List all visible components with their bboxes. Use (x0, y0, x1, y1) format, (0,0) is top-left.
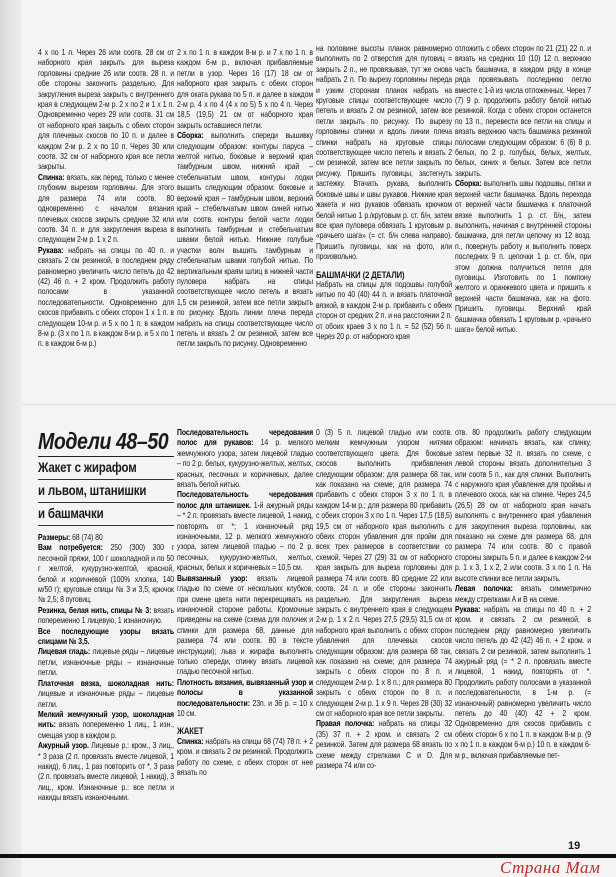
paragraph (316, 44, 452, 263)
paragraph-text: вязать симметрично между стрелками A и B на схеме. (455, 584, 591, 604)
paragraph-text: выполнить спереди вышивку следующим образом: контуры паруса – желтой нитью, боковые и верхний края тамбурным швом, нижний край – стебельчатым швом, контуры лодки вышить следующим образом: боковые и верхний края – тамбурным швом, верхний край – стебельчатым швом синей нитью или соотв. контуры белой части лодки выполнить тамбурным и стебельчатым швами белой нитью. Нижние голубые участки волн вышить тамбурным и стебельчатым швами голубой нитью. По вертикальным краям шлиц в нижней части пуловера набрать на спицы соответствующее число петель и вязать 1,5 см резинкой, затем все петли закрыть по рисунку. Вдоль линии плеча переда набрать на спицы соответствующее число петель и вязать 2 см резинкой, затем все петли закрыть по рисунку. Одновременно (177, 131, 313, 349)
paragraph (455, 584, 591, 605)
paragraph-text: Лицевые р.: кром., 3 лиц., * 3 раза (2 п. провязать вместе лицевой, 1 накид), 6 лиц., 1 раз повторить от *, 3 раза (2 п. провязать вместе лицевой, 1 накид), 3 лиц., кром. Изнаночные р.: все петли и накиды вязать изнаночными. (38, 741, 174, 803)
paragraph-lead: Последовательность чередования полос для рукавов: (177, 428, 313, 448)
paragraph-lead: Спинка: (177, 736, 204, 746)
bottom-column-1-text (38, 533, 174, 804)
paragraph-lead: Вывязанный узор: (177, 573, 248, 583)
paragraph-text: набрать на спицы 32 (35) 37 п. + 2 кром. и связать 2 см резинкой. Затем для размера 68 вязать по схеме между стрелками C и D. Для размера 74 или со- (316, 719, 452, 770)
paragraph (177, 490, 313, 573)
scan-edge-shadow (0, 0, 22, 877)
paragraph (38, 543, 174, 605)
top-column-2 (177, 48, 313, 350)
paragraph-lead: Рукава: (455, 604, 481, 614)
top-column-3 (316, 44, 452, 342)
paragraph-text: вязать лицевой гладью по схеме от нескольких клубков, при смене цвета нити перекрещивать на изнаночной стороне работы. Кромочные приведены на схеме (схема для полочек и спинки для размера 68, данные для размера 74 или соотв. 80 в тексте инструкции); льва и жирафа выполнять только спереди, спинку вязать лицевой гладью песочной нитью. (177, 573, 313, 677)
paragraph (38, 679, 174, 710)
paragraph-text: выполнить швы подошвы, пятки и верхней части башмачка. Вдоль перехода от верхней части башмачка к платочной вязке выполнить 1 р. ст. б/н,, затем выполнить, начиная с внутренней стороны башмачка, для петли цепочку из 12 возд. п., повернуть работу и выполнить поверх последних 9 п. цепочки 1 р. ст. б/н, при этом должна получиться петля для пуговицы. Изготовить по 1 помпону желтого и оранжевого цвета и пришить к верхней части башмачка, как на фото. Пришить пуговицы. Верхний край башмачка обвязать 1 круговым р. «рачьего шага» белой нитью. (455, 179, 591, 334)
paragraph-lead: Лицевая гладь: (38, 647, 91, 657)
paragraph-lead: Сборка: (455, 179, 482, 189)
paragraph (38, 173, 174, 246)
subtitle-line: Жакет с жирафом (38, 457, 174, 480)
paragraph-lead: Мелкий жемчужный узор, шоколадная нить: (38, 709, 174, 730)
paragraph-lead: Последовательность чередования полос для штанишек. (177, 490, 313, 510)
section-heading: ЖАКЕТ (177, 726, 204, 737)
paragraph-text: 14 р. мелкого жемчужного узора, затем лицевой гладью – по 2 р. белых, кукурузно-желтых, желтых, красных, песочных и коричневых, далее вязать белой нитью. (177, 438, 313, 490)
paragraph-lead: Ажурный узор. (38, 741, 89, 751)
paragraph (177, 737, 313, 779)
paragraph-lead: Все последующие узоры вязать спицами № 3,5. (38, 626, 174, 647)
paragraph-text: отв. 80 продолжить работу следующим образом: начинать вязать, как спинку, затем первые 32 п. вязать по схеме, с левой стороны вязать дополнительно 3 или соотв 5 п., как для спинки. Выполнить с наружного края убавления для проймы и плечевого скоса, как на спинке. Через 24,5 (26,5) 28 см от наборного края начать выполнять с внутреннего края убавления для закругления выреза горловины, как показано на схеме для размера 68, для размера 74 или соотв. 80 с правой стороны закрыть 5 п. и далее в каждом 2-м р. 1 х 3, 1 х 2, 2 или соотв. 3 х по 1 п. На высоте спинки все петли закрыть. (455, 428, 591, 583)
top-column-4 (455, 44, 591, 335)
paragraph-text: на половине высоты планок равномерно выполнить по 2 отверстия для пуговиц = закрыть 2 п., не провязывая, тут же снова набрать 2 п. По вырезу горловины переда и узким сторонам планок набрать на круговые спицы соответствующее число петель и вязать 2 см резинкой, затем все петли закрыть по рисунку. По вырезу горловины спинки и вдоль линии плеча спинки набрать на круговые спицы соответствующее число петель и вязать 2 см резинкой, затем все петли закрыть по рисунку. Пришить пуговицы, застегнуть застежку. Втачать рукава, выполнить боковые швы и швы рукавов. Нижние края жакета и низ рукавов обвязать крючком белой нитью 1 р./круговым р. ст. б/н, затем все края пуловера обвязать 1 круговым р. «рачьего шага» (= ст. б/н слева направо). Пришить пуговицы, как на фото, или произвольно. (316, 44, 452, 262)
paragraph (38, 606, 174, 627)
subtitle-line: и башмачки (38, 503, 174, 526)
paragraph-text: набрать на спицы по 40 п. и связать 2 см резинкой, в последнем ряду равномерно увеличить число петель до 42 (42) 46 п. + 2 кром. Продолжить работу полосами в указанной последовательности. Одновременно для скосов прибавить с обеих сторон 1 х 1 п. в следующем 10-м р. и 5 х по 1 п. в каждом 8-м р. (3 х по 1 п. в каждом 8-м р. и 5 х по 1 п. в каждом 6-м р.) (38, 245, 174, 349)
paragraph (38, 48, 174, 173)
paragraph-text: 250 (300) 300 г песочной пряжи, 100 г шоколадной и по 50 г желтой, кукурузно-желтой, красной, белой и коричневой (100% хлопка, 140 м/50 г); круговые спицы № 3 и 3,5; крючок № 2,5; 8 пуговиц. (38, 543, 174, 605)
paragraph-lead: Платочная вязка, шоколадная нить: (38, 678, 174, 688)
paragraph-text: отложить с обеих сторон по 21 (21) 22 п. и вязать на средних 10 (10) 12 п. верхнюю часть башмачка, в каждом ряду в конце ряда провязывать последнюю петлю вместе с 1-й из числа отложенных. Через 7 (7) 9 р. продолжить работу белой нитью резинкой. Когда с обеих сторон останется по 13 п., перевести все петли на спицы и вязать верхнюю часть башмачка резинкой полосами следующим образом: 6 (6) 8 р. белых, по 2 р. голубых, белых, желтых, белых, синих и белых. Затем все петли закрыть. (455, 44, 591, 178)
paragraph (455, 605, 591, 761)
section-divider (22, 404, 616, 405)
paragraph-text: вязать, как перед, только с менее глубоким вырезом горловины. Для этого для размера 74 или соотв. 80 одновременно с началом вязания плечевых скосов закрыть средние 32 или соотв. 34 п. и для закругления выреза в следующем 2-м р. 1 х 2 п. (38, 172, 174, 245)
paragraph (177, 131, 313, 350)
paragraph-text: набрать на спицы по 40 п. + 2 кром. и связать 2 см резинкой, в последнем ряду равномерно увеличить число петель до 42 (42) 46 п. + 2 кром. и связать 2 см резинкой, затем выполнить 1 ажурный ряд (= * 2 п. провязать вместе лицевой, 1 накид, повторять от *. Продолжить работу полосами в указанной последовательности, в 1-м р. (= изнаночный) равномерно увеличить число петель до 40 (40) 42 + 2 кром. Одновременно для скосов прибавить с обеих сторон 6 х по 1 п. в каждом 8-м р. (9 х по 1 п. в каждом 6-м р.) 10 п. в каждом 6-м р., включая прибавляемые пет- (455, 604, 591, 760)
paragraph-lead: Спинка: (38, 172, 65, 182)
paragraph-text: 1-й ажурный ряды – * 2 п. провязать вместе лицевой, 1 накид, повторять от *; 1 изнаночный ряд изнаночными, 12 р. мелкого жемчужного узора, затем лицевой гладью – по 2 р. песочных, кукурузно-желтых, желтых, красных, белых и коричневых = 10,5 см. (177, 500, 314, 573)
paragraph (38, 246, 174, 350)
section-heading: БАШМАЧКИ (2 ДЕТАЛИ) (316, 269, 405, 280)
paragraph-text: набрать на спицы 68 (74) 78 п. + 2 кром. и связать 2 см резинкой. Продолжить работу по схеме, с обеих сторон от нее вязать по (177, 736, 313, 777)
top-column-1 (38, 48, 174, 350)
paragraph (177, 678, 313, 720)
bottom-column-2 (177, 428, 313, 778)
article-subtitle (38, 457, 174, 526)
paragraph-text: вязать попеременно 1 лицевую, 1 изнаночную. (38, 605, 174, 626)
paragraph (177, 428, 313, 490)
paragraph (177, 574, 313, 678)
paragraph-text: 2 х по 1 п. в каждом 8-м р. и 7 х по 1 п. в каждом 6-м р., включая прибавляемые петли в узор. Через 16 (17) 18 см от наборного края закрыть с обеих сторон для оката рукава по 5 п. и далее в каждом 2-м р. 4 х по 4 (4 х по 5) 5 х по 4 п. Через 18,5 (19,5) 21 см от наборного края закрыть оставшиеся петли. (177, 48, 313, 130)
paragraph (38, 647, 174, 678)
article-headline: Модели 48–50 (38, 428, 174, 457)
paragraph-text: Набрать на спицы для подошвы голубой нитью по 40 (40) 44 п. и вязать платочной вязкой, в каждом 2-м р. прибавить с обеих сторон от средних 2 п. и на расстоянии 2 п. от обоих краев 3 х по 1 п. = 52 (52) 56 п. Через 20 р. от наборного края (316, 279, 452, 341)
subtitle-line: и львом, штанишки (38, 480, 174, 503)
bottom-column-1 (38, 428, 174, 804)
paragraph (455, 44, 591, 179)
bottom-column-4 (455, 428, 591, 761)
paragraph-lead: Плотность вязания, вывязанный узор и полосы в указанной последовательности: (177, 677, 313, 708)
paragraph-text: 23п. и 36 р. = 10 х 10 см. (177, 698, 313, 718)
paragraph (177, 48, 313, 131)
paragraph-lead: Правая полочка: (316, 719, 375, 729)
watermark-logo: Страна Мам (500, 858, 601, 877)
paragraph (316, 280, 452, 342)
bottom-column-3 (316, 428, 452, 771)
paragraph-lead: Размеры: (38, 533, 71, 542)
paragraph-text: 0 (3) 5 п. лицевой гладью или соотв. мелким жемчужным узором нитями соответствующего цвета. Для боковые скосов выполнить прибавления следующим образом: для размера 68 так, как показано на схеме; для размера 74 прибавить с обеих сторон 3 х по 1 п. в каждом 14-м р.; для размера 80 прибавить с обеих сторон 3 х по 1 п. Через 17,5 (18,5) 19,5 см от наборного края выполнить с обеих сторон убавления для пройм для всех трех размеров в соответствии со схемой. Через 27 (29) 31 см от наборного края закрыть для выреза горловины для размера 74 или соотв. 80 средние 22 или соотв. 24 п. и обе стороны закончить раздельно. Для закругления выреза закрыть с внутреннего края в следующем 2-м р. 1 х 2 п. Через 27,5 (29,5) 31,5 см от наборного края выполнить с обеих сторон убавления для плечевых скосов следующим образом: для размера 68 так, как показано на схеме; для размера 74 закрыть с обеих сторон по 8 п. и следующем 2-м р. 1 х 8 п.; для размера 80 закрыть с обеих сторон по 8 п. и следующем 2-м р. 1 х 9 п. Через 28 (30) 32 см от наборного края все петли закрыты. (316, 428, 452, 718)
paragraph-lead: Рукава: (38, 245, 64, 255)
paragraph-lead: Левая полочка: (455, 584, 513, 594)
paragraph (316, 428, 452, 719)
paragraph (316, 719, 452, 771)
paragraph (38, 533, 174, 543)
paragraph (38, 627, 174, 648)
paragraph (38, 710, 174, 741)
paragraph-text: лицевые ряды – лицевые петли, изнаночные ряды – изнаночные петли. (38, 647, 174, 678)
page-number: 19 (568, 840, 581, 852)
paragraph (455, 428, 591, 584)
paragraph-text: лицевые и изнаночные ряды – лицевые петли. (38, 689, 174, 709)
paragraph-text: вязать попеременно 1 лиц., 1 изн., смещая узор в каждом р. (38, 720, 174, 740)
paragraph (455, 179, 591, 335)
paragraph-lead: Вам потребуется: (38, 543, 103, 553)
paragraph-lead: Резинка, белая нить, спицы № 3: (38, 605, 152, 615)
paragraph-text: 4 х по 1 п. Через 26 или соотв. 28 см от наборного края закрыть для выреза горловины средние 26 или соотв. 28 п. и обе стороны закончить раздельно. Для закругления выреза закрыть с внутреннего края в следующем 2-м р. 2 х по 2 и 1 х 1 п. Одновременно через 29 или соотв. 31 см от наборного края закрыть с обеих сторон для плечевых скосов по 10 п. и далее в каждом 2-м р. 2 х по 10 п. Через 30 или соотв. 32 см от наборного края все петли закрыты. (38, 48, 174, 172)
paragraph-text: 68 (74) 80 (70, 533, 103, 542)
paragraph-lead: Сборка: (177, 131, 204, 141)
paragraph (38, 741, 174, 803)
